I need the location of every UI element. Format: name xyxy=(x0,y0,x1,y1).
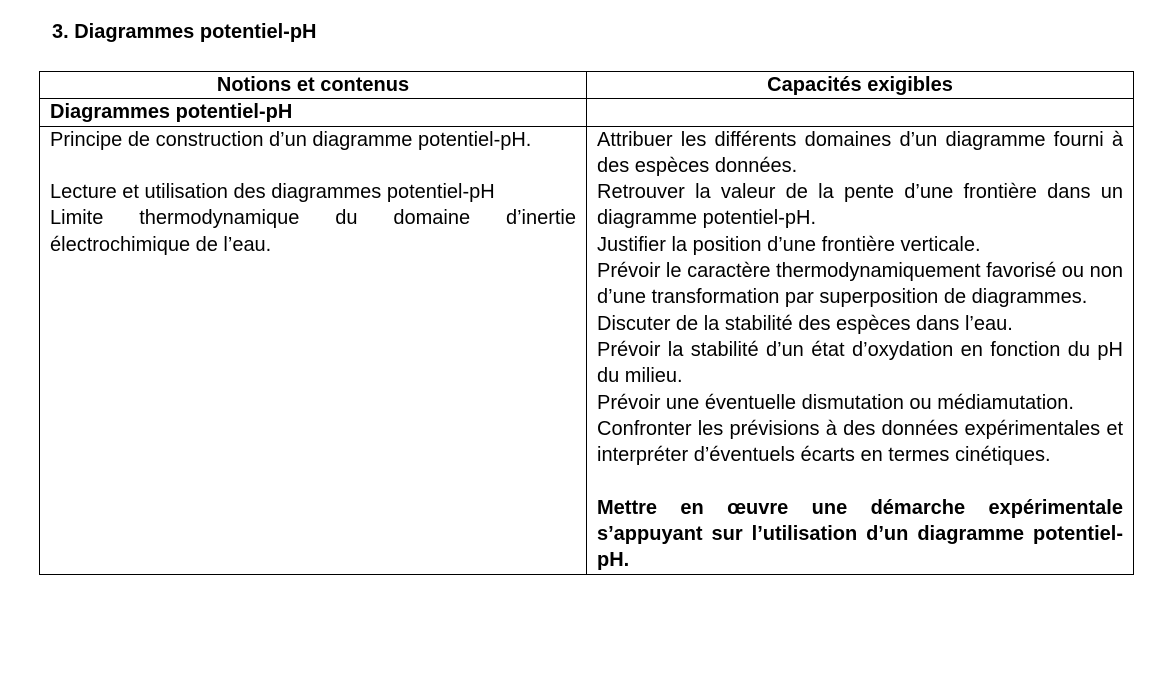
subheading-empty-cell xyxy=(587,99,1134,126)
capacite-item: Prévoir une éventuelle dismutation ou médiamutation. xyxy=(597,391,1074,414)
spacer xyxy=(597,468,1123,494)
section-title: 3. Diagrammes potentiel-pH xyxy=(52,21,317,43)
capacite-item: Retrouver la valeur de la pente d’une frontière dans un diagramme potentiel-pH. xyxy=(597,181,1123,230)
capacite-item: Prévoir la stabilité d’un état d’oxydation en fonction du pH du milieu. xyxy=(597,338,1123,388)
content-row xyxy=(40,126,1134,574)
capacite-experimentale: Mettre en œuvre une démarche expérimentale s’appuyant sur l’utilisation d’un diagramme potentiel-pH. xyxy=(597,496,1123,572)
notion-item: Principe de construction d’un diagramme potentiel-pH. xyxy=(50,128,532,151)
subheading-cell: Diagrammes potentiel-pH xyxy=(40,99,587,126)
capacite-item: Attribuer les différents domaines d’un diagramme fourni à des espèces données. xyxy=(597,128,1123,177)
capacite-item: Prévoir le caractère thermodynamiquement favorisé ou non d’une transformation par superposition de diagrammes. xyxy=(597,260,1123,309)
header-notions: Notions et contenus xyxy=(40,72,587,99)
notions-cell xyxy=(40,126,587,574)
capacite-item: Confronter les prévisions à des données expérimentales et interpréter d’éventuels écarts en termes cinétiques. xyxy=(597,417,1123,467)
header-capacites: Capacités exigibles xyxy=(587,72,1134,99)
capacite-item: Discuter de la stabilité des espèces dans l’eau. xyxy=(597,312,1013,335)
notion-item: Lecture et utilisation des diagrammes potentiel-pH xyxy=(50,181,495,204)
subheading-row xyxy=(40,99,1134,126)
spacer xyxy=(50,153,576,179)
capacites-cell xyxy=(587,126,1134,574)
capacite-item: Justifier la position d’une frontière verticale. xyxy=(597,233,981,256)
table-header-row xyxy=(40,72,1134,99)
notion-item: Limite thermodynamique du domaine d’inertie électrochimique de l’eau. xyxy=(50,207,576,256)
program-table xyxy=(39,71,1134,575)
